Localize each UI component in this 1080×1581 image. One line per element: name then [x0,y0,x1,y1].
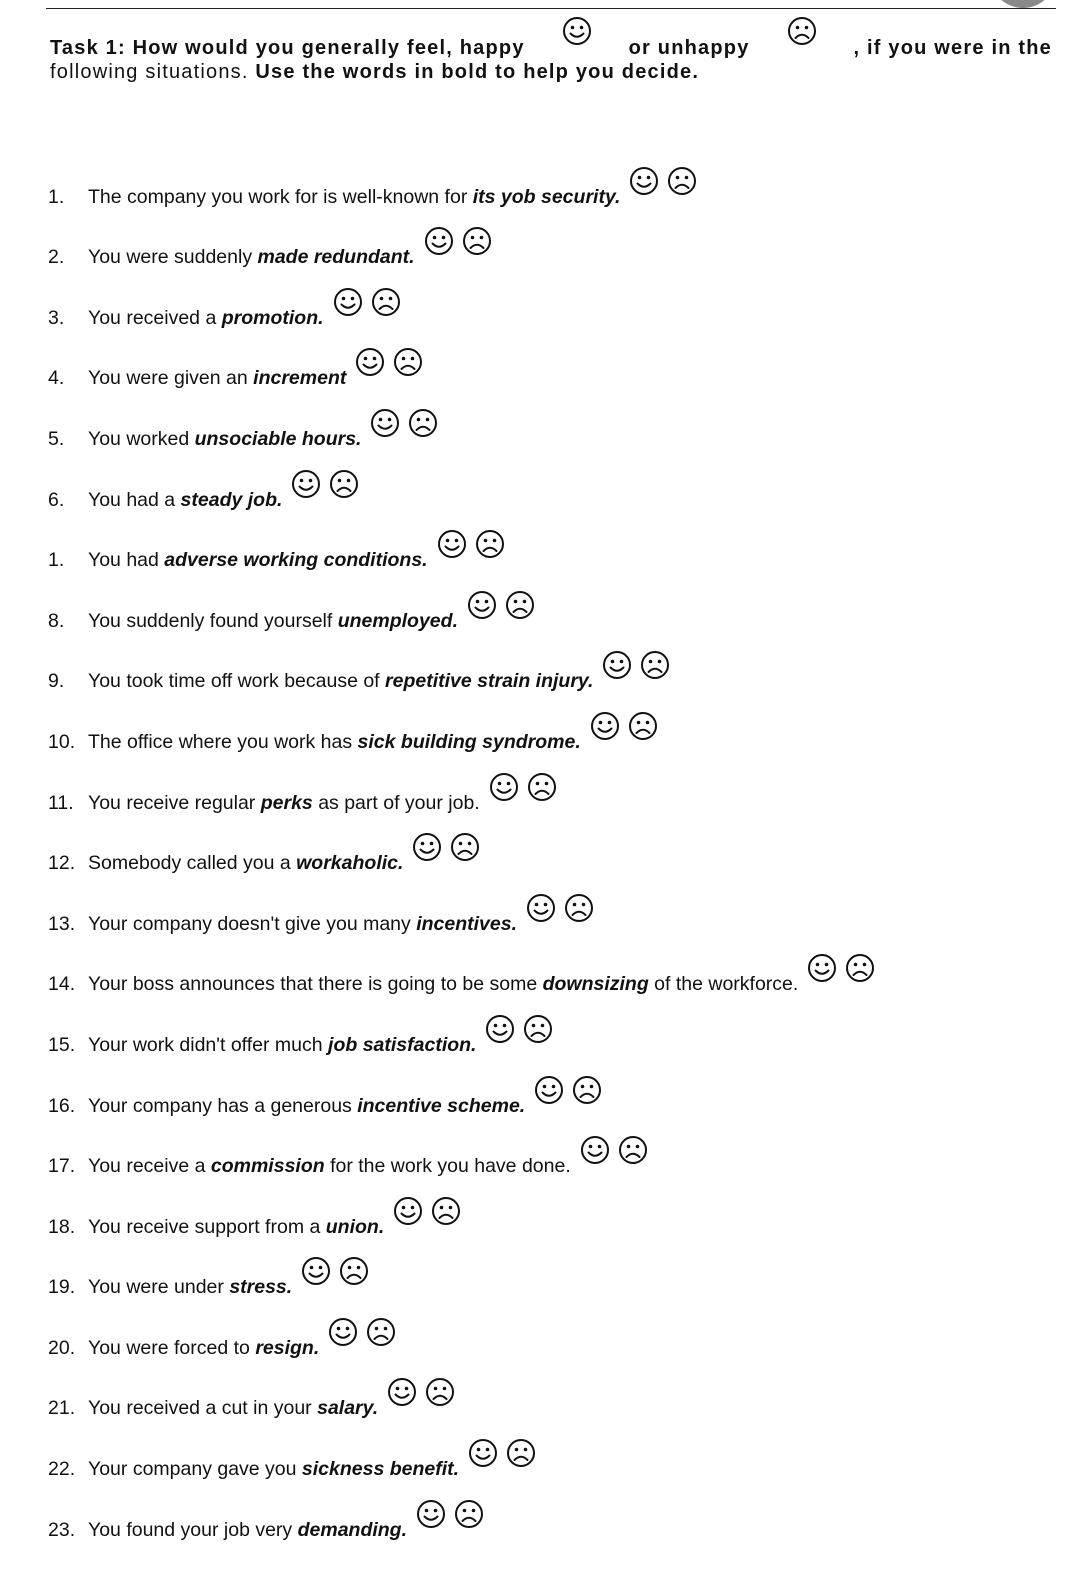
face-choices [300,1255,370,1287]
happy-face-icon[interactable] [423,225,455,257]
situation-item [48,1301,1058,1362]
face-choices [327,1316,397,1348]
happy-face-icon[interactable] [300,1255,332,1287]
item-number: 2. [48,246,65,269]
happy-face-icon[interactable] [533,1074,565,1106]
task-instructions [50,26,1052,84]
item-number: 22. [48,1458,76,1481]
item-sentence [88,489,282,514]
item-number: 4. [48,367,65,390]
item-sentence [88,792,480,817]
situation-item [48,1362,1058,1423]
item-text-before: You were given an [88,367,254,390]
item-keyword: sickness benefit. [301,1458,460,1481]
face-choices [484,1013,554,1045]
item-sentence [88,428,361,453]
happy-face-icon[interactable] [525,892,557,924]
item-number: 21. [48,1397,76,1420]
item-number: 11. [48,791,74,814]
item-number: 3. [48,306,65,329]
item-sentence [88,1034,476,1059]
item-keyword: sick building syndrome. [357,730,581,753]
unhappy-face-icon[interactable] [328,468,360,500]
unhappy-face-icon[interactable] [563,892,595,924]
situation-item [48,514,1058,575]
face-choices [806,952,876,984]
face-choices [290,468,360,500]
happy-face-icon[interactable] [354,346,386,378]
face-choices [386,1376,456,1408]
item-number: 13. [48,912,76,935]
unhappy-face-icon[interactable] [430,1195,462,1227]
face-choices [369,407,439,439]
item-text-after: of the workforce. [648,973,799,996]
happy-face-icon[interactable] [601,649,633,681]
item-sentence [88,973,798,998]
unhappy-face-icon [786,15,818,53]
happy-face-icon[interactable] [386,1376,418,1408]
item-number: 16. [48,1094,76,1117]
face-choices [436,528,506,560]
item-number: 12. [48,852,76,875]
situation-item [48,1059,1058,1120]
item-sentence [88,1276,292,1301]
item-text-before: You had [88,549,165,572]
item-keyword: increment [253,367,347,390]
item-text-before: Your company gave you [88,1458,302,1481]
item-text-before: The company you work for is well-known for [88,185,473,208]
unhappy-face-icon[interactable] [449,831,481,863]
happy-face-icon[interactable] [806,952,838,984]
item-text-before: You receive regular [88,791,261,814]
item-sentence [88,367,346,392]
item-text-before: Your boss announces that there is going to be some [88,973,543,996]
item-keyword: commission [210,1155,325,1178]
face-choices [488,771,558,803]
unhappy-face-icon[interactable] [461,225,493,257]
item-text-before: The office where you work has [88,730,358,753]
item-number: 1. [48,549,65,572]
situation-item [48,998,1058,1059]
face-choices [415,1498,485,1530]
unhappy-face-icon[interactable] [526,771,558,803]
item-text-before: You took time off work because of [88,670,386,693]
item-keyword: downsizing [542,973,649,996]
situation-item [48,938,1058,999]
item-text-before: You received a [88,306,222,329]
face-choices [411,831,481,863]
item-text-before: You received a cut in your [88,1397,318,1420]
item-number: 14. [48,973,76,996]
item-text-before: You receive support from a [88,1215,326,1238]
item-keyword: promotion. [221,306,324,329]
item-sentence [88,913,517,938]
happy-face-icon[interactable] [466,589,498,621]
happy-face-icon [561,15,593,53]
situation-item [48,1241,1058,1302]
situation-item [48,271,1058,332]
situation-list [48,150,1058,1544]
item-sentence [88,1155,571,1180]
item-text-before: You were forced to [88,1336,256,1359]
item-keyword: adverse working conditions. [164,549,428,572]
happy-face-icon[interactable] [415,1498,447,1530]
item-number: 18. [48,1215,76,1238]
situation-item [48,1422,1058,1483]
item-sentence [88,852,403,877]
situation-item [48,635,1058,696]
item-keyword: incentives. [416,912,517,935]
item-number: 23. [48,1518,76,1541]
situation-item [48,817,1058,878]
item-number: 5. [48,427,65,450]
face-choices [332,286,402,318]
face-choices [628,165,698,197]
item-sentence [88,610,458,635]
item-sentence [88,307,324,332]
item-text-before: You were under [88,1276,230,1299]
face-choices [467,1437,537,1469]
happy-face-icon[interactable] [332,286,364,318]
item-sentence [88,731,581,756]
happy-face-icon[interactable] [467,1437,499,1469]
item-keyword: stress. [229,1276,293,1299]
item-text-before: You receive a [88,1155,211,1178]
item-sentence [88,549,428,574]
situation-item [48,453,1058,514]
item-number: 15. [48,1033,76,1056]
situation-item [48,1483,1058,1544]
item-keyword: perks [260,791,313,814]
situation-item [48,695,1058,756]
item-sentence [88,1216,384,1241]
item-text-before: You suddenly found yourself [88,609,338,632]
item-text-after: as part of your job. [312,791,480,814]
item-sentence [88,186,620,211]
item-sentence [88,1458,459,1483]
item-keyword: resign. [255,1336,320,1359]
item-number: 6. [48,488,65,511]
task-suffix: , if you were in the [853,37,1052,59]
item-number: 17. [48,1155,76,1178]
unhappy-face-icon[interactable] [392,346,424,378]
happy-face-icon[interactable] [290,468,322,500]
item-keyword: its yob security. [472,185,621,208]
item-number: 10. [48,730,76,753]
unhappy-face-icon[interactable] [338,1255,370,1287]
item-text-before: Your work didn't offer much [88,1033,329,1056]
face-choices [525,892,595,924]
corner-shape [990,0,1056,8]
happy-face-icon[interactable] [628,165,660,197]
situation-item [48,211,1058,272]
happy-face-icon[interactable] [488,771,520,803]
item-keyword: unsociable hours. [194,427,362,450]
item-text-before: You found your job very [88,1518,298,1541]
task-instructions-line-2 [50,60,1052,84]
item-text-before: You were suddenly [88,246,258,269]
task-or: or unhappy [628,37,750,59]
face-choices [423,225,493,257]
item-sentence [88,1337,319,1362]
item-text-before: Your company has a generous [88,1094,358,1117]
unhappy-face-icon[interactable] [571,1074,603,1106]
item-text-before: Your company doesn't give you many [88,912,417,935]
item-number: 9. [48,670,65,693]
situation-item [48,392,1058,453]
item-keyword: union. [325,1215,385,1238]
task-prefix: Task 1: How would you generally feel, happy [50,37,525,59]
face-choices [601,649,671,681]
happy-face-icon[interactable] [392,1195,424,1227]
happy-face-icon[interactable] [589,710,621,742]
unhappy-face-icon[interactable] [504,589,536,621]
item-number: 1. [48,185,65,208]
happy-face-icon[interactable] [411,831,443,863]
item-sentence [88,1095,525,1120]
unhappy-face-icon[interactable] [627,710,659,742]
item-sentence [88,1519,407,1544]
item-number: 20. [48,1336,76,1359]
unhappy-face-icon[interactable] [639,649,671,681]
happy-face-icon[interactable] [436,528,468,560]
task-line2-bold: Use the words in bold to help you decide. [255,61,700,83]
item-keyword: steady job. [180,488,283,511]
item-sentence [88,1397,378,1422]
item-keyword: job satisfaction. [328,1033,477,1056]
item-keyword: salary. [317,1397,379,1420]
item-keyword: workaholic. [296,852,404,875]
happy-face-icon[interactable] [369,407,401,439]
situation-item [48,574,1058,635]
item-sentence [88,670,593,695]
unhappy-face-icon[interactable] [407,407,439,439]
face-choices [392,1195,462,1227]
item-text-before: You had a [88,488,181,511]
item-text-before: You worked [88,427,195,450]
situation-item [48,756,1058,817]
situation-item [48,1120,1058,1181]
face-choices [589,710,659,742]
item-text-before: Somebody called you a [88,852,297,875]
unhappy-face-icon[interactable] [474,528,506,560]
item-keyword: repetitive strain injury. [385,670,594,693]
face-choices [579,1134,649,1166]
unhappy-face-icon[interactable] [522,1013,554,1045]
happy-face-icon[interactable] [327,1316,359,1348]
item-keyword: made redundant. [257,246,415,269]
face-choices [354,346,424,378]
item-number: 19. [48,1276,76,1299]
situation-item [48,877,1058,938]
unhappy-face-icon[interactable] [617,1134,649,1166]
unhappy-face-icon[interactable] [424,1376,456,1408]
happy-face-icon[interactable] [484,1013,516,1045]
unhappy-face-icon[interactable] [453,1498,485,1530]
item-text-after: for the work you have done. [324,1155,571,1178]
unhappy-face-icon[interactable] [844,952,876,984]
situation-item [48,150,1058,211]
happy-face-icon[interactable] [579,1134,611,1166]
task-line2-plain: following situations. [50,61,249,83]
item-keyword: demanding. [297,1518,408,1541]
item-sentence [88,246,415,271]
unhappy-face-icon[interactable] [365,1316,397,1348]
face-choices [466,589,536,621]
situation-item [48,1180,1058,1241]
top-rule [46,8,1056,9]
unhappy-face-icon[interactable] [666,165,698,197]
situation-item [48,332,1058,393]
face-choices [533,1074,603,1106]
item-number: 8. [48,609,65,632]
unhappy-face-icon[interactable] [370,286,402,318]
item-keyword: incentive scheme. [357,1094,526,1117]
unhappy-face-icon[interactable] [505,1437,537,1469]
item-keyword: unemployed. [337,609,458,632]
